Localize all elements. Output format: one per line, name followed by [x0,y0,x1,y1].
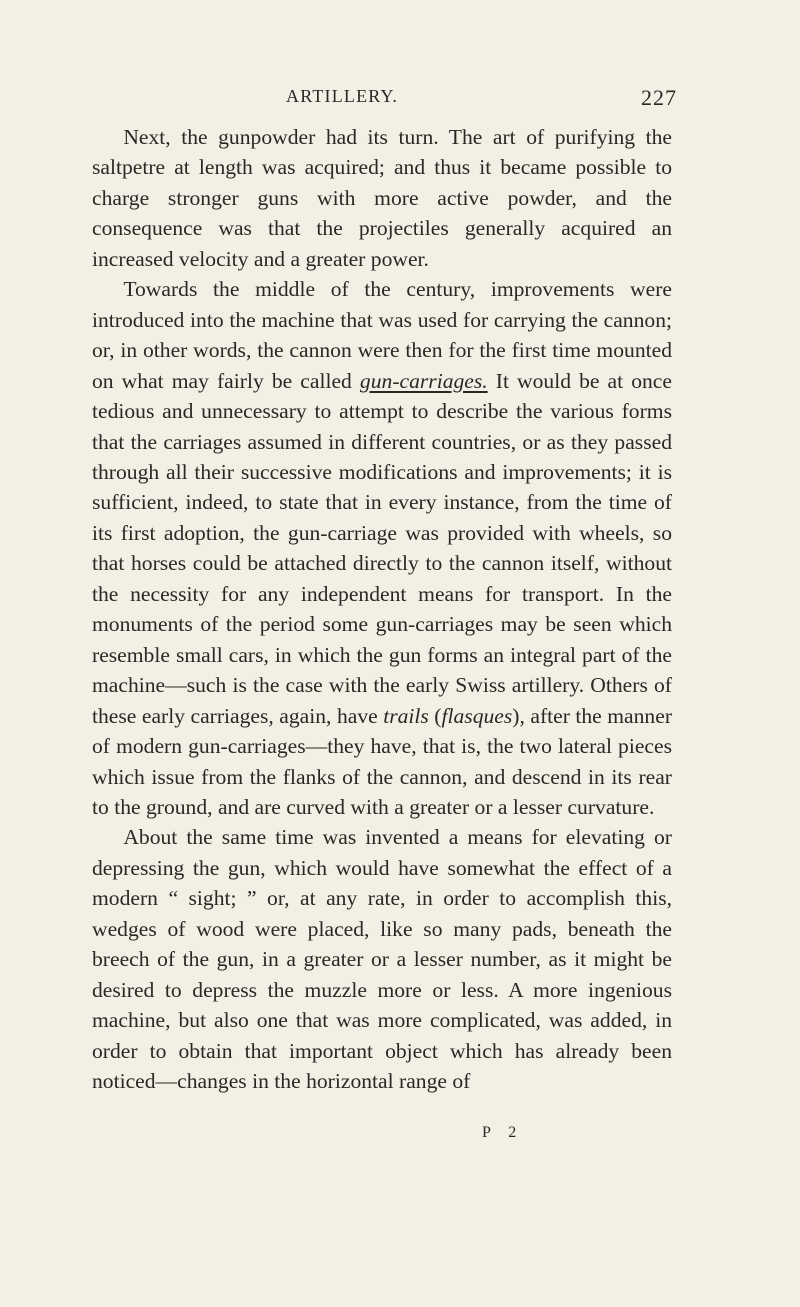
paragraph-text: About the same time was invented a means for elevating or depressing the gun, which would have somewhat the effect of a modern “ sight; ” or, at any rate, in order to accomplish this, wedges of wood were placed, like so many pads, beneath the breech of the gun, in a greater or a lesser number, as it might be desired to depress the muzzle more or less. A more ingenious machine, but also one that was more complicated, was added, in order to obtain that important object which has already been noticed—changes in the horizontal range of [92,825,672,1094]
running-head [0,86,800,116]
signature-mark: P 2 [482,1124,524,1141]
paragraph-gunpowder [92,122,672,274]
paragraph-text: ), after the manner of modern gun-carriages—they have, that is, the two lateral pieces which issue from the flanks of the cannon, and descend in its rear to the ground, and are curved with a greater or a lesser curvature. [92,703,673,819]
paragraph-elevating [92,822,672,1096]
paragraph-text: ( [428,703,442,728]
paragraph-text: Towards the middle of the century, improvements were introduced into the machine that was used for carrying the cannon; or, in other words, the cannon were then for the first time mounted on what may fairly be called [92,277,672,393]
paragraph-gun-carriages [92,274,672,822]
italic-term-gun-carriages: gun-carriages. [359,368,488,393]
italic-term-flasques: flasques [441,703,513,728]
italic-term-trails: trails [383,703,429,728]
paragraph-text: It would be at once tedious and unnecessary to attempt to describe the various forms that the carriages assumed in different countries, or as they passed through all their successive modifications and improvements; it is sufficient, indeed, to state that in every instance, from the time of its first adoption, the gun-carriage was provided with wheels, so that horses could be attached directly to the cannon itself, without the necessity for any independent means for transport. In the monuments of the period some gun-carriages may be seen which resemble small cars, in which the gun forms an integral part of the machine—such is the case with the early Swiss artillery. Others of these early carriages, again, have [92,368,672,728]
body-text [92,122,672,1097]
paragraph-text: Next, the gunpowder had its turn. The art of purifying the saltpetre at length was acquired; and thus it became possible to charge stronger guns with more active powder, and the consequence was that the projectiles generally acquired an increased velocity and a greater power. [92,125,672,271]
running-title: ARTILLERY. [286,86,399,106]
page-number: 227 [641,85,677,110]
